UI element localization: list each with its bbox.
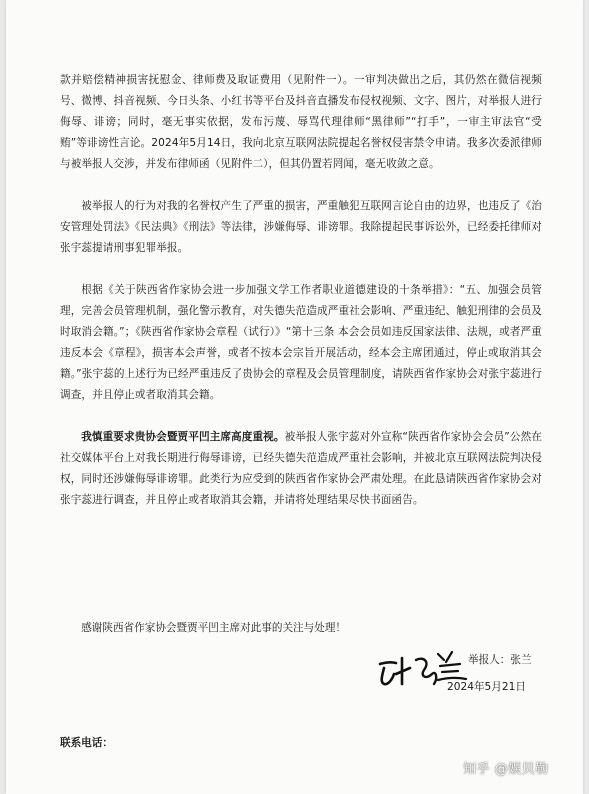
- contact-phone-label: 联系电话：: [60, 737, 113, 749]
- paragraph-1: 款并赔偿精神损害抚慰金、律师费及取证费用（见附件一）。一审判决做出之后，其仍然在微信视频号、微博、抖音视频、今日头条、小红书等平台及抖音直播发布侵权视频、文字、图片，对举报人进行侮辱、诽谤；同时，毫无事实依据，发布污蔑、辱骂代理律师“黑律师”“打手”，一审主审法官“受贿”等诽谤性言论。2024年5月14日，我向北京互联网法院提起名誉权侵害禁令申请。我多次委派律师与被举报人交涉，并发布律师函（见附件二），但其仍置若罔闻，毫无收敛之意。: [60, 74, 542, 170]
- paragraph-4: [60, 427, 542, 511]
- document-page: [6, 0, 583, 794]
- closing-line: 感谢陕西省作家协会暨贾平凹主席对此事的关注与处理！: [81, 622, 347, 634]
- paragraph-3: 根据《关于陕西省作家协会进一步加强文学工作者职业道德建设的十条举措》：“五、加强会员管理，完善会员管理机制，强化警示教育，对失德失范造成严重社会影响、严重违纪、触犯刑律的会员及时取消会籍。”；《陕西省作家协会章程（试行）》“第十三条 本会会员如违反国家法律、法规，或者严重违反本会《章程》，损害本会声誉，或者不按本会宗旨开展活动，经本会主席团通过，停止或取消其会籍。”张宇蕊的上述行为已经严重违反了贵协会的章程及会员管理制度，请陕西省作家协会对张宇蕊进行调查，并且停止或者取消其会籍。: [60, 284, 542, 401]
- paragraph-2: 被举报人的行为对我的名誉权产生了严重的损害，严重触犯互联网言论自由的边界，也违反了《治安管理处罚法》《民法典》《刑法》等法律，涉嫌侮辱、诽谤罪。我除提起民事诉讼外，已经委托律师对张宇蕊提请刑事犯罪举报。: [60, 200, 542, 254]
- reporter-name: 举报人：张兰: [468, 654, 532, 666]
- paragraph-4-bold-lead: 我慎重要求贵协会暨贾平凹主席高度重视。: [81, 431, 285, 443]
- report-date: 2024年5月21日: [447, 681, 526, 693]
- closing-section: [60, 618, 542, 639]
- letter-body: [60, 70, 542, 532]
- paragraph-4-text: 被举报人张宇蕊对外宣称“陕西省作家协会会员”公然在社交媒体平台上对我长期进行侮辱诽谤，已经失德失范造成严重社会影响，并被北京互联网法院判决侵权，同时还涉嫌侮辱诽谤罪。此类行为应受到的陕西省作家协会严肃处理。在此恳请陕西省作家协会对张宇蕊进行调查，并且停止或者取消其会籍，并请将处理结果尽快书面函告。: [60, 431, 542, 506]
- zhihu-watermark: 知乎 @娱贝勒: [463, 762, 549, 777]
